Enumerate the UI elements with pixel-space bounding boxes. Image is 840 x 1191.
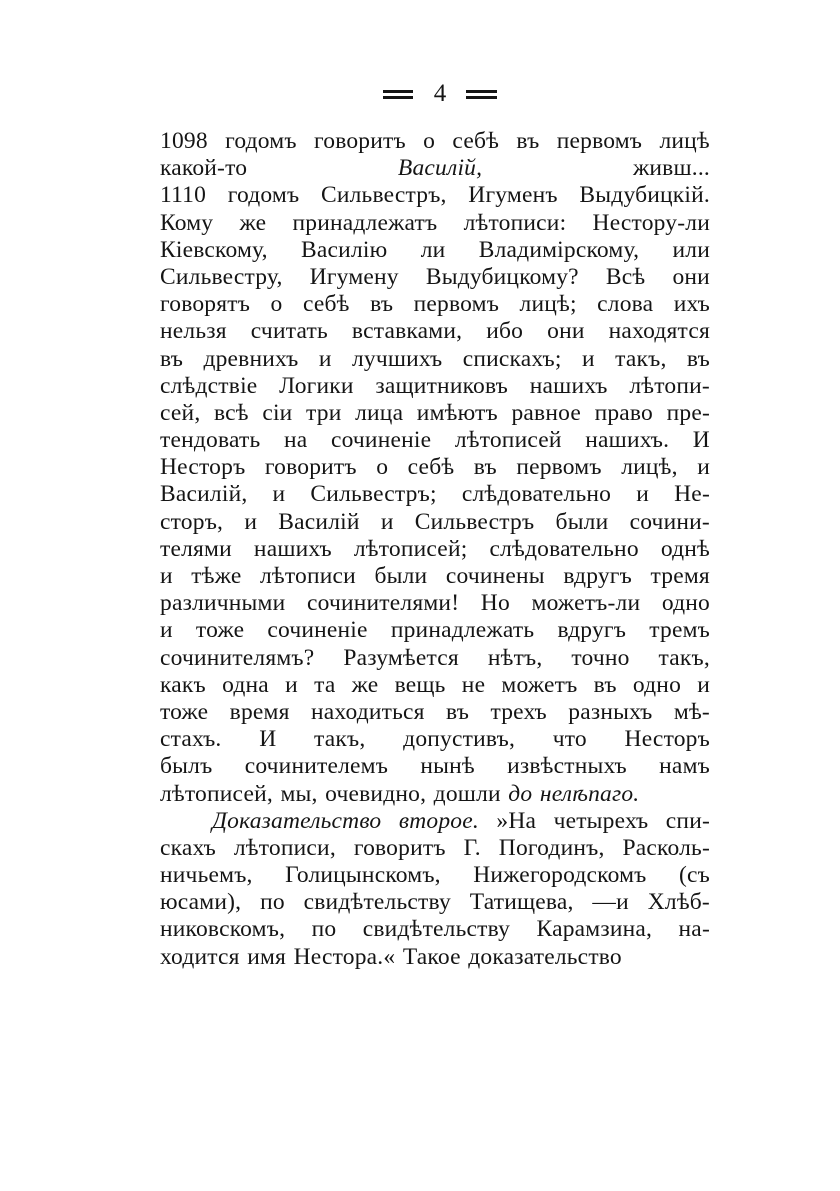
word: одна	[222, 671, 269, 698]
text-line	[160, 536, 710, 563]
word: по	[260, 889, 285, 916]
word: первомъ	[556, 128, 643, 154]
word: вдругъ	[557, 617, 627, 644]
word: Хлѣб-	[647, 889, 710, 916]
word: допустивъ,	[403, 726, 516, 753]
word: или	[672, 236, 710, 263]
word: сочинителямъ?	[160, 644, 315, 671]
word: тоже	[195, 617, 245, 644]
word: сочиненіе	[330, 427, 432, 454]
word: Кіевскому,	[160, 236, 268, 263]
word: живш...	[632, 155, 710, 182]
word: въ	[473, 454, 497, 481]
word: древнихъ	[203, 345, 299, 372]
word: находятся	[608, 318, 710, 345]
word: сторъ,	[160, 508, 224, 535]
word: же	[351, 671, 379, 698]
word: Не-	[674, 481, 710, 508]
word: такъ,	[314, 726, 366, 753]
word: четырехъ	[553, 807, 649, 834]
word: извѣстныхъ	[507, 753, 627, 780]
word: свидѣтельству	[362, 916, 511, 943]
word: себѣ	[407, 454, 455, 481]
word: ибо	[486, 318, 524, 345]
word: Нестора.«	[293, 943, 396, 970]
word: о	[270, 291, 283, 318]
word: ихъ	[673, 291, 710, 318]
word: до	[508, 780, 533, 807]
word: сіи	[262, 399, 293, 426]
text-line	[160, 808, 710, 835]
word: первомъ	[413, 291, 500, 318]
word: въ	[686, 345, 710, 372]
text-line	[160, 672, 710, 699]
word: лица	[355, 399, 404, 426]
word: трехъ	[490, 698, 547, 725]
word: Логики	[279, 372, 354, 399]
text-line	[160, 182, 710, 209]
word: мы,	[280, 780, 318, 807]
word: годомъ	[225, 128, 297, 154]
word: и	[160, 563, 173, 589]
header-rule-right	[466, 90, 497, 99]
word: Игуменъ	[468, 182, 558, 209]
word: былъ	[160, 753, 213, 780]
word: можетъ	[501, 671, 578, 698]
word: лѣтописей	[454, 427, 562, 454]
word: о	[423, 128, 436, 154]
word: говоритъ	[353, 834, 446, 861]
text-line	[160, 889, 710, 916]
word: 1098	[160, 128, 208, 154]
text-line	[160, 726, 710, 753]
word: Такое	[402, 943, 461, 970]
word: они	[672, 263, 710, 290]
word: имѣютъ	[416, 399, 498, 426]
word: доказательство	[468, 943, 622, 970]
word: ли	[420, 236, 446, 263]
word: всѣ	[213, 399, 249, 426]
word: тремя	[650, 563, 710, 589]
word: сочинены	[445, 563, 545, 589]
body-text	[160, 128, 710, 971]
word: были	[555, 508, 609, 535]
word: Голицынскомъ,	[285, 862, 441, 889]
word: тремъ	[649, 617, 710, 644]
word: лѣтописей;	[353, 535, 468, 562]
text-line	[160, 264, 710, 291]
word: въ	[446, 698, 470, 725]
word: какой-то	[160, 155, 248, 182]
word: принадлежатъ	[292, 209, 438, 236]
word: Выдубицкому?	[425, 263, 579, 290]
word: Карамзина,	[536, 916, 653, 943]
word: Владимірскому,	[478, 236, 640, 263]
word: сей,	[160, 399, 201, 426]
word: точно	[571, 644, 630, 671]
word: Василій,	[397, 155, 483, 182]
word: одно	[632, 671, 682, 698]
word: нынѣ	[420, 753, 475, 780]
word: нѣтъ,	[487, 644, 543, 671]
word: ничьемъ,	[160, 862, 253, 889]
word: и	[272, 481, 286, 508]
word: сочинителемъ	[244, 753, 389, 780]
word: тендовать	[160, 427, 261, 454]
word: въ	[370, 291, 394, 318]
word: и	[697, 671, 710, 698]
word: и	[285, 671, 298, 698]
text-line	[160, 835, 710, 862]
word: спискахъ;	[462, 345, 562, 372]
word: стахъ.	[160, 726, 222, 753]
word: сочинителями!	[306, 590, 460, 617]
word: лѣтописи,	[233, 834, 336, 861]
text-line	[160, 481, 710, 508]
word: слѣдовательно	[461, 481, 612, 508]
text-line	[160, 645, 710, 672]
header-rule-left	[383, 90, 413, 99]
text-line	[160, 862, 710, 889]
word: Сильвестръ,	[320, 182, 447, 209]
word: лицѣ,	[621, 454, 678, 481]
word: имя	[247, 943, 287, 970]
text-line	[160, 781, 710, 808]
word: вставками,	[351, 318, 463, 345]
word: нашихъ	[529, 372, 608, 399]
word: слѣдовательно	[489, 535, 639, 562]
word: Разумѣется	[343, 644, 459, 671]
word: себѣ	[302, 291, 350, 318]
word: (съ	[678, 862, 710, 889]
word: Татищева,	[469, 889, 574, 916]
word: лѣтописей,	[160, 780, 273, 807]
word: лѣтопи-	[629, 372, 710, 399]
word: та	[314, 671, 336, 698]
text-line	[160, 617, 710, 644]
word: пре-	[666, 399, 710, 426]
text-line	[160, 400, 710, 427]
word: Всѣ	[605, 263, 646, 290]
word: Кому	[160, 209, 214, 236]
text-line	[160, 699, 710, 726]
word: Нестору-ли	[592, 209, 710, 236]
word: и	[581, 345, 595, 372]
word: очевидно,	[325, 780, 427, 807]
word: юсами),	[160, 889, 242, 916]
text-line	[160, 318, 710, 345]
word: лѣтописи:	[463, 209, 567, 236]
word: время	[229, 698, 290, 725]
word: дошли	[433, 780, 501, 807]
word: первомъ	[516, 454, 602, 481]
word: вещь	[394, 671, 446, 698]
word: Нижегородскомъ	[473, 862, 647, 889]
word: на-	[678, 916, 710, 943]
word: какъ	[160, 671, 206, 698]
word: Доказательство	[212, 807, 382, 834]
word: разныхъ	[568, 698, 653, 725]
word: лучшихъ	[351, 345, 443, 372]
word: спи-	[665, 807, 710, 834]
paragraph-1	[160, 128, 710, 808]
word: были	[374, 563, 428, 589]
text-line	[160, 944, 710, 971]
word: годомъ	[227, 182, 300, 209]
word: Выдубицкій.	[579, 182, 710, 209]
word: такъ,	[658, 644, 710, 671]
word: равное	[511, 399, 581, 426]
word: и	[160, 617, 173, 644]
word: на	[283, 427, 308, 454]
word: слѣдствіе	[160, 372, 258, 399]
word: принадлежать	[390, 617, 535, 644]
word: лѣтописи	[260, 563, 356, 589]
word: Василій,	[160, 481, 248, 508]
word: И	[692, 427, 710, 454]
word: и	[636, 481, 650, 508]
word: 1110	[160, 182, 207, 209]
word: и	[244, 508, 258, 535]
text-line	[160, 237, 710, 264]
word: три	[306, 399, 342, 426]
word: Игумену	[309, 263, 399, 290]
word: въ	[593, 671, 617, 698]
word: Несторъ	[624, 726, 710, 753]
word: Сильвестръ	[414, 508, 535, 535]
word: однѣ	[660, 535, 710, 562]
word: »На	[496, 807, 537, 834]
word: нелѣпаго.	[539, 780, 640, 807]
word: Г.	[463, 834, 481, 861]
word: по	[311, 916, 337, 943]
word: въ	[516, 128, 540, 154]
word: И	[259, 726, 277, 753]
word: и	[697, 454, 710, 481]
word: Несторъ	[160, 454, 246, 481]
text-line	[160, 346, 710, 373]
word: нельзя	[160, 318, 227, 345]
word: и	[380, 508, 394, 535]
word: Василій	[278, 508, 360, 535]
text-line	[160, 590, 710, 617]
word: Погодинъ,	[498, 834, 605, 861]
word: Расколь-	[622, 834, 710, 861]
word: сочиненіе	[267, 617, 368, 644]
page-number: 4	[433, 80, 447, 107]
word: такъ,	[615, 345, 667, 372]
word: что	[552, 726, 587, 753]
word: говоритъ	[264, 454, 357, 481]
word: говоритъ	[314, 128, 406, 154]
word: считать	[250, 318, 328, 345]
word: различными	[160, 590, 286, 617]
text-line	[160, 128, 710, 155]
word: одно	[661, 590, 710, 617]
word: Но	[480, 590, 510, 617]
word: никовскомъ,	[160, 916, 286, 943]
text-line	[160, 563, 710, 590]
word: тѣже	[191, 563, 242, 589]
word: сочини-	[629, 508, 710, 535]
word: же	[239, 209, 267, 236]
word: право	[594, 399, 654, 426]
word: слова	[597, 291, 654, 318]
text-line	[160, 291, 710, 318]
text-line	[160, 509, 710, 536]
word: себѣ	[452, 128, 500, 154]
text-line	[160, 753, 710, 780]
word: второе.	[398, 807, 479, 834]
word: и	[318, 345, 332, 372]
text-line	[160, 155, 710, 182]
text-line	[160, 427, 710, 454]
word: они	[547, 318, 585, 345]
word: телями	[160, 535, 232, 562]
word: о	[376, 454, 389, 481]
word: тоже	[160, 698, 209, 725]
word: Сильвестру,	[160, 263, 283, 290]
word: ходится	[160, 943, 240, 970]
word: можетъ-ли	[531, 590, 641, 617]
paragraph-2	[160, 808, 710, 971]
word: не	[461, 671, 486, 698]
word: нашихъ	[253, 535, 332, 562]
word: мѣ-	[673, 698, 710, 725]
word: вдругъ	[563, 563, 632, 589]
word: защитниковъ	[375, 372, 509, 399]
page-header	[0, 78, 840, 110]
word: лицѣ;	[519, 291, 577, 318]
word: нашихъ.	[585, 427, 670, 454]
word: въ	[160, 345, 184, 372]
word: говорятъ	[160, 291, 251, 318]
text-line	[160, 373, 710, 400]
word: намъ	[659, 753, 710, 780]
text-line	[160, 454, 710, 481]
word: лицѣ	[659, 128, 710, 154]
word: находиться	[310, 698, 425, 725]
word: свидѣтельству	[303, 889, 451, 916]
word: Сильвестръ;	[310, 481, 437, 508]
word: —и	[592, 889, 629, 916]
text-line	[160, 916, 710, 943]
text-line	[160, 210, 710, 237]
word: Василію	[301, 236, 388, 263]
word: скахъ	[160, 834, 216, 861]
